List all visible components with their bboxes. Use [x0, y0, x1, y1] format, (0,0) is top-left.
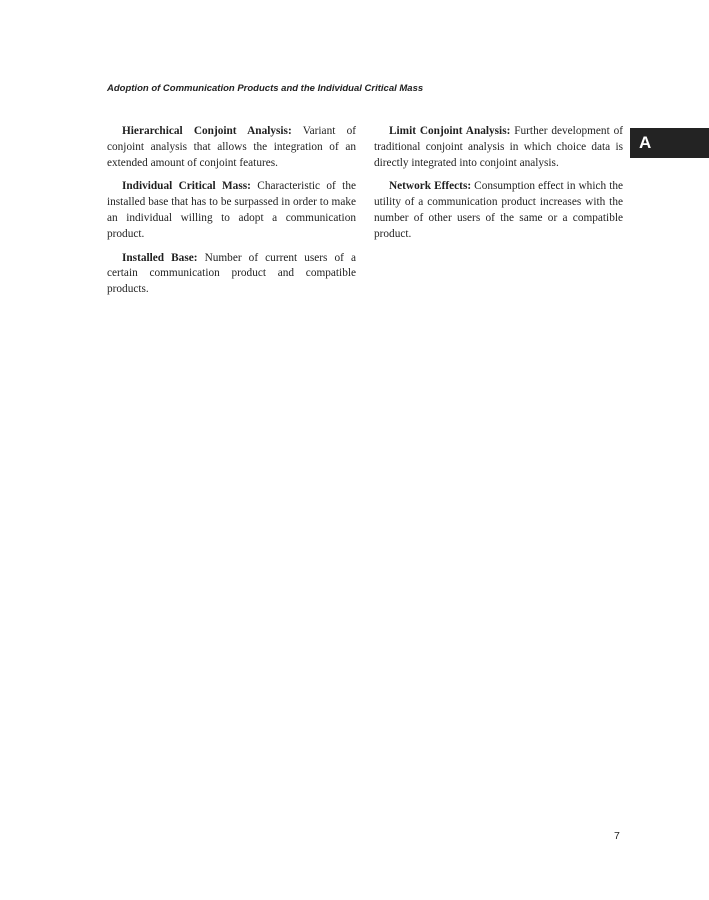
glossary-term: Individual Critical Mass:: [122, 180, 251, 193]
glossary-definition: Characteristic of the installed base that has to be surpassed in order to make an individual willing to adopt a communication product.: [107, 180, 356, 240]
glossary-entry-network-effects: [374, 179, 623, 242]
glossary-definition: Further development of traditional conjoint analysis in which choice data is directly integrated into conjoint analysis.: [374, 125, 623, 169]
glossary-definition: Number of current users of a certain communication product and compatible products.: [107, 251, 356, 296]
glossary-entry-individual-critical-mass: [107, 179, 356, 242]
glossary-column-right: [374, 124, 623, 251]
glossary-definition: Consumption effect in which the utility of a communication product increases with the number of other users of the same or a compatible product.: [374, 180, 623, 240]
page-number: 7: [614, 830, 620, 842]
glossary-entry-hierarchical-conjoint-analysis: [107, 124, 356, 171]
glossary-term: Installed Base:: [122, 251, 198, 264]
glossary-term: Hierarchical Conjoint Analysis:: [122, 125, 292, 137]
glossary-term: Limit Conjoint Analysis:: [389, 125, 511, 137]
glossary-term: Network Effects:: [389, 180, 472, 193]
glossary-column-left: [107, 124, 356, 306]
glossary-entry-limit-conjoint-analysis: [374, 124, 623, 171]
section-thumb-tab: A: [630, 128, 709, 158]
running-header: Adoption of Communication Products and the Individual Critical Mass: [107, 83, 424, 94]
glossary-definition: Variant of conjoint analysis that allows the integration of an extended amount of conjoint features.: [107, 125, 356, 169]
glossary-entry-installed-base: [107, 251, 356, 298]
